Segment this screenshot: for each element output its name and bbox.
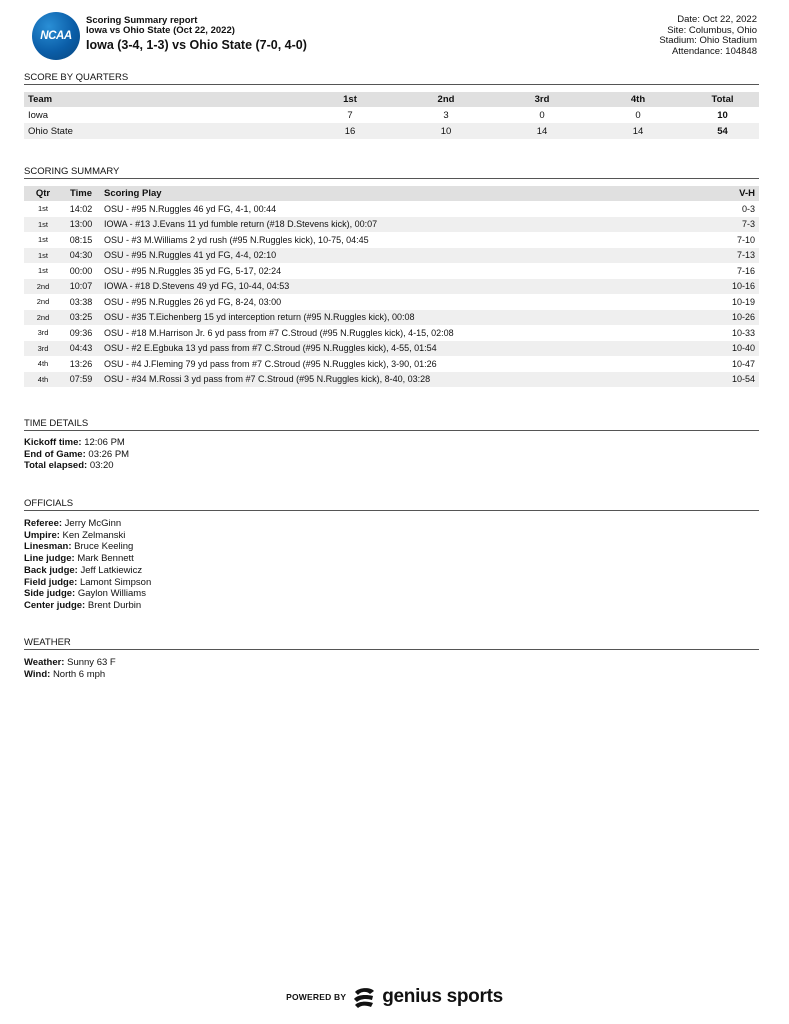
score-cell: 7-16	[736, 265, 755, 276]
official-value: Mark Bennett	[77, 553, 134, 565]
quarter-cell: 4th	[24, 372, 62, 388]
score-cell: 10-16	[711, 279, 759, 295]
official-value: Gaylon Williams	[77, 588, 146, 600]
score-cell: 10-54	[711, 372, 759, 388]
score-cell: 10-19	[731, 296, 755, 307]
weather-value: Sunny 63 F	[67, 657, 116, 668]
table-row	[24, 341, 759, 357]
time-detail-value: 12:06 PM	[84, 437, 125, 448]
q3-score: 14	[494, 123, 590, 139]
ncaa-logo	[32, 12, 80, 60]
time-cell: 07:59	[62, 372, 100, 388]
quarter-cell: 3rd	[37, 328, 49, 338]
official-label: Back judge:	[24, 564, 78, 576]
official-row	[24, 577, 151, 589]
scoring-play-cell: OSU - #34 M.Rossi 3 yd pass from #7 C.Stroud (#95 N.Ruggles kick), 8-40, 03:28	[100, 372, 711, 388]
time-cell: 13:26	[69, 358, 93, 369]
scoring-play-cell: OSU - #95 N.Ruggles 41 yd FG, 4-4, 02:10	[100, 248, 711, 264]
official-row	[24, 553, 151, 565]
official-row	[24, 600, 151, 612]
quarter-cell: 2nd	[24, 279, 62, 295]
scoring-play-cell: OSU - #95 N.Ruggles 35 yd FG, 5-17, 02:24	[104, 265, 282, 276]
quarter-cell: 1st	[37, 266, 48, 276]
official-label: Side judge:	[24, 588, 76, 600]
footer	[0, 984, 789, 1010]
scoring-play-cell: OSU - #4 J.Fleming 79 yd pass from #7 C.Stroud (#95 N.Ruggles kick), 3-90, 01:26	[104, 358, 437, 369]
table-row	[24, 217, 759, 233]
time-cell: 04:30	[62, 248, 100, 264]
col-header-scoring-play: Scoring Play	[100, 186, 711, 201]
game-date: Date: Oct 22, 2022	[677, 14, 757, 25]
team-name: Ohio State	[24, 123, 302, 139]
genius-sports-icon	[351, 984, 377, 1010]
report-header	[24, 10, 757, 60]
time-detail-label: End of Game:	[24, 448, 86, 460]
team-name: Iowa	[28, 109, 49, 121]
official-label: Referee:	[24, 518, 63, 529]
time-detail-value: 03:26 PM	[88, 448, 130, 460]
col-header-q1: 1st	[302, 92, 398, 107]
weather-row	[24, 657, 116, 669]
col-header-qtr: Qtr	[24, 186, 62, 201]
time-detail-value: 03:20	[89, 460, 114, 472]
col-header-vh: V-H	[711, 186, 759, 201]
scoring-play-cell: OSU - #95 N.Ruggles 46 yd FG, 4-1, 00:44	[104, 203, 277, 214]
col-header-q2: 2nd	[398, 92, 494, 107]
table-row	[24, 356, 759, 372]
col-header-total: Total	[686, 92, 759, 107]
official-value: Lamont Simpson	[79, 576, 152, 588]
weather-heading: WEATHER	[24, 637, 759, 650]
official-row	[24, 541, 151, 553]
table-row	[24, 279, 759, 295]
matchup-line: Iowa vs Ohio State (Oct 22, 2022)	[86, 25, 235, 36]
official-value: Brent Durbin	[87, 599, 142, 611]
q4-score: 0	[635, 109, 641, 121]
time-cell: 03:38	[69, 296, 93, 307]
game-info	[659, 15, 757, 57]
scoring-summary-heading: SCORING SUMMARY	[24, 166, 759, 179]
time-cell: 08:15	[69, 234, 93, 245]
official-label: Umpire:	[24, 529, 60, 541]
score-by-quarters-table	[24, 92, 759, 139]
game-site: Site: Columbus, Ohio	[667, 24, 757, 36]
q2-score: 10	[398, 123, 494, 139]
genius-sports-brand: genius sports	[382, 986, 503, 1007]
time-cell: 14:02	[69, 203, 93, 214]
table-header-row	[24, 186, 759, 201]
col-header-q4: 4th	[590, 92, 686, 107]
official-label: Linesman:	[24, 541, 72, 553]
scoring-play-cell: OSU - #18 M.Harrison Jr. 6 yd pass from #7 C.Stroud (#95 N.Ruggles kick), 4-15, 02:08	[104, 327, 454, 338]
official-label: Field judge:	[24, 576, 78, 588]
official-row	[24, 565, 151, 577]
q2-score: 3	[443, 109, 449, 121]
time-detail-label: Total elapsed:	[24, 460, 88, 472]
quarter-cell: 1st	[37, 235, 48, 245]
table-row	[24, 310, 759, 326]
q3-score: 0	[539, 109, 545, 121]
time-cell: 03:25	[62, 310, 100, 326]
quarter-cell: 4th	[37, 359, 49, 369]
time-cell: 00:00	[69, 265, 93, 276]
scoring-play-cell: OSU - #3 M.Williams 2 yd rush (#95 N.Ruggles kick), 10-75, 04:45	[104, 234, 369, 245]
time-cell: 10:07	[62, 279, 100, 295]
table-row	[24, 123, 759, 139]
quarter-cell: 2nd	[36, 297, 50, 307]
q1-score: 16	[302, 123, 398, 139]
score-cell: 10-40	[711, 341, 759, 357]
time-detail-label: Kickoff time:	[24, 437, 82, 448]
time-cell: 13:00	[62, 217, 100, 233]
quarter-cell: 2nd	[24, 310, 62, 326]
table-row	[24, 325, 759, 341]
quarter-cell: 3rd	[24, 341, 62, 357]
weather-list	[24, 657, 116, 680]
scoring-play-cell: OSU - #95 N.Ruggles 26 yd FG, 8-24, 03:00	[104, 296, 282, 307]
scoring-play-cell: IOWA - #18 D.Stevens 49 yd FG, 10-44, 04:53	[100, 279, 711, 295]
official-label: Line judge:	[24, 553, 75, 565]
weather-label: Weather:	[24, 657, 65, 668]
officials-heading: OFFICIALS	[24, 498, 759, 511]
officials-list	[24, 518, 151, 612]
score-cell: 10-47	[731, 358, 755, 369]
score-cell: 0-3	[741, 203, 755, 214]
weather-value: North 6 mph	[52, 668, 106, 680]
official-row	[24, 518, 151, 530]
scoring-play-cell: IOWA - #13 J.Evans 11 yd fumble return (#18 D.Stevens kick), 00:07	[100, 217, 711, 233]
official-value: Jerry McGinn	[64, 518, 122, 529]
time-detail-row	[24, 437, 129, 449]
ncaa-logo-text: NCAA	[40, 30, 72, 42]
weather-label: Wind:	[24, 668, 51, 680]
col-header-time: Time	[62, 186, 100, 201]
scoring-play-cell: OSU - #35 T.Eichenberg 15 yd interception return (#95 N.Ruggles kick), 00:08	[100, 310, 711, 326]
q1-score: 7	[347, 109, 353, 121]
official-label: Center judge:	[24, 599, 86, 611]
score-cell: 7-3	[711, 217, 759, 233]
table-row	[24, 372, 759, 388]
total-score: 54	[686, 123, 759, 139]
official-row	[24, 530, 151, 542]
table-row	[24, 107, 759, 123]
scoring-summary-table	[24, 186, 759, 387]
col-header-team: Team	[24, 92, 302, 107]
score-by-quarters-heading: SCORE BY QUARTERS	[24, 72, 759, 85]
table-row	[24, 294, 759, 310]
scoring-summary-rows	[24, 201, 759, 387]
scoring-play-cell: OSU - #2 E.Egbuka 13 yd pass from #7 C.Stroud (#95 N.Ruggles kick), 4-55, 01:54	[100, 341, 711, 357]
quarter-cell: 1st	[24, 217, 62, 233]
time-details-list	[24, 437, 129, 472]
score-cell: 7-13	[711, 248, 759, 264]
official-row	[24, 588, 151, 600]
report-title: Scoring Summary report	[86, 15, 198, 26]
col-header-q3: 3rd	[494, 92, 590, 107]
header-titles	[86, 16, 307, 53]
time-cell: 09:36	[69, 327, 93, 338]
game-attendance: Attendance: 104848	[671, 45, 757, 57]
table-header-row	[24, 92, 759, 107]
weather-row	[24, 669, 116, 681]
game-stadium: Stadium: Ohio Stadium	[659, 35, 757, 46]
quarter-cell: 1st	[37, 204, 48, 214]
total-score: 10	[717, 109, 728, 121]
q4-score: 14	[590, 123, 686, 139]
official-value: Bruce Keeling	[74, 541, 134, 553]
table-row	[24, 232, 759, 248]
time-cell: 04:43	[62, 341, 100, 357]
official-value: Jeff Latkiewicz	[80, 564, 143, 576]
table-row	[24, 201, 759, 217]
time-detail-row	[24, 449, 129, 461]
table-row	[24, 248, 759, 264]
time-details-heading: TIME DETAILS	[24, 418, 759, 431]
score-cell: 10-26	[711, 310, 759, 326]
score-cell: 7-10	[736, 234, 755, 245]
quarter-cell: 1st	[24, 248, 62, 264]
powered-by-label: POWERED BY	[286, 992, 347, 1002]
score-cell: 10-33	[731, 327, 755, 338]
official-value: Ken Zelmanski	[62, 529, 126, 541]
table-row	[24, 263, 759, 279]
page-title: Iowa (3-4, 1-3) vs Ohio State (7-0, 4-0)	[86, 38, 307, 52]
time-detail-row	[24, 460, 129, 472]
